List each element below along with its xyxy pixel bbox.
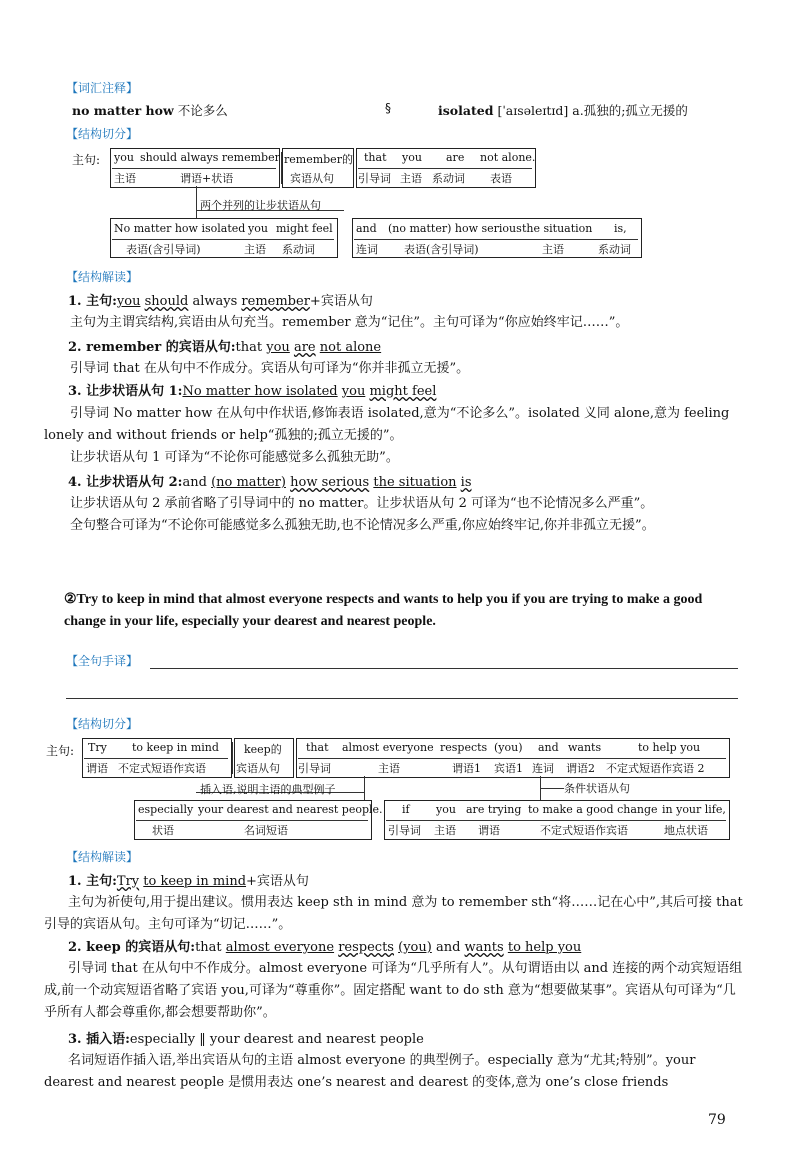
omitted: (no matter) — [211, 475, 286, 490]
diagram-role: 主语 — [378, 762, 400, 775]
diagram-word: wants — [568, 741, 602, 754]
structure-split-heading: 【结构切分】 — [66, 127, 139, 141]
vocab-definition: a.孤独的;孤立无援的 — [572, 103, 688, 118]
diagram-word: your dearest and nearest people. — [198, 803, 383, 816]
diagram-word: the situation — [522, 222, 593, 235]
diagram-role: 系动词 — [432, 172, 465, 185]
diagram-word: No matter how isolated — [114, 222, 246, 235]
point-number: 1. 主句: — [68, 874, 117, 889]
point-number: 1. 主句: — [68, 294, 117, 309]
main-clause-label: 主句: — [72, 153, 101, 167]
diagram-word: especially — [138, 803, 194, 816]
diagram-word: and — [538, 741, 559, 754]
object: (you) — [398, 940, 432, 955]
predicate: remember — [241, 294, 310, 309]
diagram-role: 系动词 — [282, 243, 315, 256]
predicate: might feel — [369, 384, 437, 399]
diagram-role: 引导词 — [298, 762, 331, 775]
main-clause-label: 主句: — [46, 744, 75, 758]
point-number: 3. 插入语: — [68, 1032, 130, 1047]
predicate: are — [293, 340, 316, 355]
point-number: 2. remember 的宾语从句: — [68, 340, 236, 355]
diagram-word: if — [402, 803, 410, 816]
diagram-word: you — [402, 151, 422, 164]
point-2-heading — [68, 936, 581, 955]
paragraph: 引导词 that 在从句中不作成分。宾语从句可译为“你并非孤立无援”。 — [70, 361, 470, 376]
connector: that — [195, 940, 222, 955]
diagram-word: to help you — [638, 741, 701, 754]
diagram-word: are — [446, 151, 465, 164]
diagram-word: (you) — [494, 741, 523, 754]
diagram-role: 引导词 — [388, 824, 421, 837]
diagram-role: 状语 — [152, 824, 174, 837]
parenthesis-text: especially ‖ your dearest and nearest people — [129, 1032, 424, 1047]
diagram-role: 不定式短语作宾语 — [118, 762, 206, 775]
parenthesis-label: 插入语,说明主语的典型例子 — [200, 783, 336, 796]
diagram-word: (no matter) how serious — [388, 222, 522, 235]
translation-heading: 【全句手译】 — [66, 654, 139, 668]
adverbial: always — [192, 294, 238, 309]
structure-reading-heading: 【结构解读】 — [66, 850, 139, 864]
diagram-word: might feel — [276, 222, 333, 235]
diagram-word: in your life, — [662, 803, 726, 816]
paragraph: 引导词 that 在从句中不作成分。almost everyone 可译为“几乎所有人”。从句谓语由以 and 连接的两个动宾短语组成,前一个动宾短语省略了宾语 you,可译为“尊重你”。固定搭配 want to do sth 意为“想要做某事”。宾语从句可译为“几乎所有人都会尊重你,都会想要帮助你”。 — [44, 961, 743, 1020]
diagram-word: keep的 — [244, 743, 282, 756]
structure-reading-heading: 【结构解读】 — [66, 270, 139, 284]
diagram-role: 系动词 — [598, 243, 631, 256]
diagram-role: 谓语 — [86, 762, 108, 775]
connector: and — [435, 940, 461, 955]
subject: almost everyone — [225, 940, 335, 955]
paragraph: 引导词 No matter how 在从句中作状语,修饰表语 isolated,意为“不论多么”。isolated 义同 alone,意为 feeling lonely and without friends or help“孤独的;孤立无援的”。 — [44, 406, 730, 443]
predicate: is — [460, 475, 472, 490]
diagram-role: 引导词 — [358, 172, 391, 185]
diagram-word: to keep in mind — [132, 741, 219, 754]
vocab-term: isolated — [438, 103, 494, 118]
vocab-separator: § — [385, 101, 391, 115]
diagram-word: to make a good change — [528, 803, 658, 816]
diagram-role: 宾语从句 — [290, 172, 334, 185]
paragraph: 主句为祈使句,用于提出建议。惯用表达 keep sth in mind 意为 to remember sth“将……记在心中”,其后可接 that 引导的宾语从句。主句可译为“切记……”。 — [44, 895, 743, 932]
diagram-word: not alone. — [480, 151, 536, 164]
diagram-word: that — [364, 151, 387, 164]
diagram-role: 宾语从句 — [236, 762, 280, 775]
diagram-role: 表语 — [490, 172, 512, 185]
vocab-heading: 【词汇注释】 — [66, 81, 139, 95]
paragraph: 名词短语作插入语,举出宾语从句的主语 almost everyone 的典型例子。especially 意为“尤其;特别”。your dearest and nearest people 是惯用表达 one’s nearest and dearest 的变体,意为 one’s close friends — [44, 1053, 696, 1090]
vocab-term: no matter how — [72, 103, 174, 118]
point-2-heading — [68, 336, 381, 355]
paragraph: 让步状语从句 1 可译为“不论你可能感觉多么孤独无助”。 — [70, 450, 399, 465]
diagram-role: 不定式短语作宾语 2 — [606, 762, 705, 775]
predicate: Try — [116, 874, 140, 889]
object: to help you — [507, 940, 582, 955]
predicative: how serious — [290, 475, 370, 490]
diagram-role: 主语 — [542, 243, 564, 256]
diagram-role: 谓语1 — [452, 762, 481, 775]
point-3-heading — [68, 1028, 424, 1047]
diagram-role: 谓语 — [478, 824, 500, 837]
concessive-clauses-label: 两个并列的让步状语从句 — [200, 199, 321, 212]
diagram-role: 不定式短语作宾语 — [540, 824, 628, 837]
translation-line — [66, 698, 738, 699]
page-number: 79 — [708, 1112, 726, 1128]
diagram-role: 主语 — [114, 172, 136, 185]
diagram-role: 谓语2 — [566, 762, 595, 775]
diagram-role: 主语 — [244, 243, 266, 256]
diagram-word: you — [248, 222, 268, 235]
diagram-word: almost everyone — [342, 741, 434, 754]
diagram-word: should always remember — [140, 151, 280, 164]
diagram-role: 连词 — [532, 762, 554, 775]
vocab-entry-1 — [72, 101, 228, 119]
subject: you — [266, 340, 290, 355]
diagram-role: 主语 — [434, 824, 456, 837]
subject: you — [116, 294, 141, 309]
point-number: 4. 让步状语从句 2: — [68, 475, 183, 490]
vocab-entry-2 — [438, 101, 688, 119]
diagram-word: you — [114, 151, 134, 164]
example-sentence: ②Try to keep in mind that almost everyone respects and wants to help you if you are trying to make a good change in your life, especially your dearest and nearest people. — [64, 592, 703, 629]
diagram-role: 表语(含引导词) — [404, 243, 479, 256]
diagram-role: 连词 — [356, 243, 378, 256]
diagram-word: remember的 — [284, 153, 353, 166]
diagram-word: you — [436, 803, 456, 816]
point-4-heading — [68, 471, 472, 490]
predicative: No matter how isolated — [182, 384, 338, 399]
object-note: +宾语从句 — [246, 874, 309, 889]
paragraph: 主句为主谓宾结构,宾语由从句充当。remember 意为“记住”。主句可译为“你应始终牢记……”。 — [70, 315, 629, 330]
diagram-word: is, — [614, 222, 627, 235]
connector: and — [182, 475, 207, 490]
diagram-role: 地点状语 — [664, 824, 708, 837]
point-1-heading — [68, 870, 309, 889]
diagram-word: that — [306, 741, 329, 754]
point-number: 3. 让步状语从句 1: — [68, 384, 183, 399]
point-number: 2. keep 的宾语从句: — [68, 940, 196, 955]
predicate: should — [144, 294, 189, 309]
diagram-role: 主语 — [400, 172, 422, 185]
diagram-role: 谓语+状语 — [180, 172, 234, 185]
diagram-word: Try — [88, 741, 107, 754]
diagram-role: 表语(含引导词) — [126, 243, 201, 256]
subject: you — [341, 384, 366, 399]
predicate: respects — [338, 940, 394, 955]
vocab-phonetic: [ˈaɪsəleɪtɪd] — [497, 103, 569, 118]
diagram-role: 名词短语 — [244, 824, 288, 837]
diagram-word: and — [356, 222, 377, 235]
diagram-word: are trying — [466, 803, 522, 816]
structure-split-heading: 【结构切分】 — [66, 717, 139, 731]
diagram-role: 宾语1 — [494, 762, 523, 775]
predicative: not alone — [319, 340, 382, 355]
paragraph: 全句整合可译为“不论你可能感觉多么孤独无助,也不论情况多么严重,你应始终牢记,你并非孤立无援”。 — [70, 518, 655, 533]
subject: the situation — [373, 475, 457, 490]
object: to keep in mind — [143, 874, 247, 889]
condition-clause-label: 条件状语从句 — [564, 782, 630, 795]
diagram-word: respects — [440, 741, 488, 754]
connector: that — [235, 340, 263, 355]
translation-line — [150, 668, 738, 669]
point-1-heading — [68, 290, 373, 309]
vocab-definition: 不论多么 — [177, 103, 228, 118]
point-3-heading — [68, 380, 436, 399]
paragraph: 让步状语从句 2 承前省略了引导词中的 no matter。让步状语从句 2 可译为“也不论情况多么严重”。 — [70, 496, 654, 511]
predicate: wants — [464, 940, 504, 955]
object-note: +宾语从句 — [309, 294, 373, 309]
